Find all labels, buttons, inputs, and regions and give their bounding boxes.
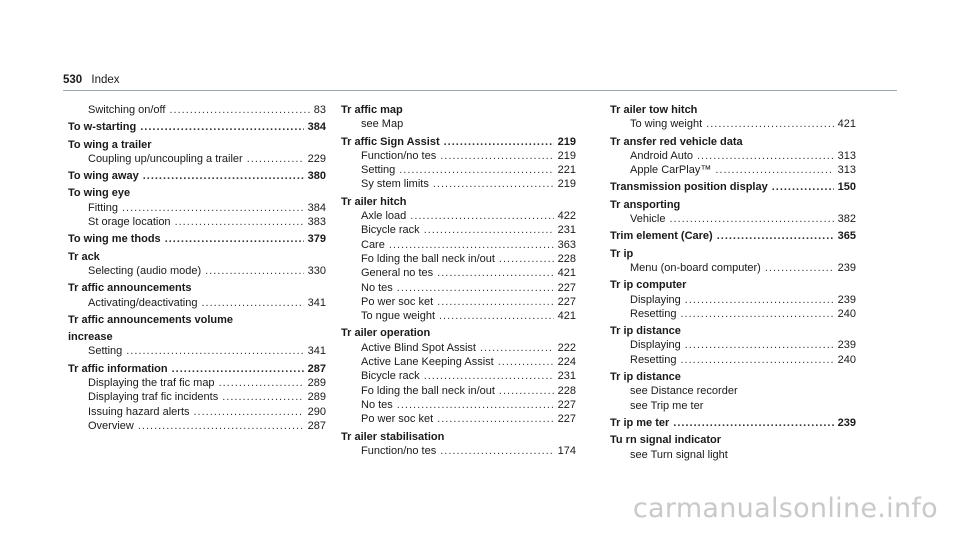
entry-label: General no tes xyxy=(361,267,434,280)
dot-leader xyxy=(165,232,304,246)
dot-leader xyxy=(194,405,304,419)
dot-leader xyxy=(680,307,833,321)
index-entry xyxy=(68,250,326,264)
entry-label: Tr affic Sign Assist xyxy=(341,135,440,148)
index-subentry xyxy=(341,223,576,237)
page-reference: 289 xyxy=(307,391,326,404)
entry-label: Switching on/off xyxy=(88,104,166,116)
page-reference: 384 xyxy=(307,121,326,134)
index-subentry xyxy=(341,295,576,309)
index-entry xyxy=(610,416,856,430)
index-subentry xyxy=(341,281,576,295)
index-subentry xyxy=(610,212,856,226)
index-subentry xyxy=(341,444,576,458)
index-subentry xyxy=(610,307,856,321)
dot-leader xyxy=(440,444,553,458)
page-reference: 384 xyxy=(307,201,326,214)
page-reference: 228 xyxy=(557,384,576,397)
page-reference: 330 xyxy=(307,264,326,277)
entry-label: Tr ip computer xyxy=(610,279,687,292)
index-subentry xyxy=(68,405,326,419)
page-reference: 227 xyxy=(557,398,576,411)
entry-label: To wing weight xyxy=(630,118,703,131)
dot-leader xyxy=(424,369,554,383)
dot-leader xyxy=(247,152,304,166)
entry-label: Activating/deactivating xyxy=(88,296,198,309)
entry-label: Vehicle xyxy=(630,213,666,226)
index-subentry xyxy=(341,412,576,426)
page-reference: 287 xyxy=(307,419,326,432)
entry-label: Tu rn signal indicator xyxy=(610,434,722,447)
page-reference: 289 xyxy=(307,377,326,390)
entry-label: Po wer soc ket xyxy=(361,295,434,308)
index-subentry xyxy=(68,344,326,358)
page-reference: 231 xyxy=(557,370,576,383)
dot-leader xyxy=(143,169,304,183)
entry-label: Tr ip distance xyxy=(610,371,681,384)
index-see-also: see Trip me ter xyxy=(630,399,704,412)
dot-leader xyxy=(399,163,553,177)
entry-label: Displaying the traf fic map xyxy=(88,377,215,390)
dot-leader xyxy=(169,103,309,117)
dot-leader xyxy=(498,355,554,369)
entry-label: Tr affic map xyxy=(341,104,403,116)
index-subentry xyxy=(610,117,856,131)
dot-leader xyxy=(669,212,833,226)
entry-label: Active Lane Keeping Assist xyxy=(361,356,494,369)
index-entry xyxy=(68,138,326,152)
index-entry xyxy=(68,120,326,134)
index-subentry xyxy=(610,163,856,177)
index-entry xyxy=(610,433,856,447)
index-subentry xyxy=(341,384,576,398)
dot-leader xyxy=(685,338,834,352)
dot-leader xyxy=(439,309,554,323)
dot-leader xyxy=(437,412,554,426)
entry-label: Tr ailer hitch xyxy=(341,195,407,208)
index-entry xyxy=(68,313,326,327)
dot-leader xyxy=(499,384,554,398)
entry-label: Care xyxy=(361,238,385,251)
dot-leader xyxy=(697,149,834,163)
index-entry xyxy=(68,362,326,376)
index-subentry xyxy=(341,398,576,412)
page-reference: 313 xyxy=(837,164,856,177)
page-reference: 239 xyxy=(837,416,856,429)
entry-label: Tr ip distance xyxy=(610,325,681,338)
dot-leader xyxy=(397,281,554,295)
page-reference: 421 xyxy=(557,267,576,280)
page-reference: 174 xyxy=(557,444,576,457)
entry-label: Tr ailer stabilisation xyxy=(341,430,445,443)
dot-leader xyxy=(201,296,303,310)
dot-leader xyxy=(410,209,553,223)
index-subentry xyxy=(341,177,576,191)
dot-leader xyxy=(706,117,833,131)
entry-label: Setting xyxy=(88,345,123,358)
entry-label: Tr affic information xyxy=(68,362,168,375)
index-entry xyxy=(610,278,856,292)
index-subentry xyxy=(68,376,326,390)
entry-label: To wing me thods xyxy=(68,233,161,246)
dot-leader xyxy=(172,362,304,376)
dot-leader xyxy=(222,390,303,404)
entry-label: To wing away xyxy=(68,170,139,183)
index-subentry xyxy=(68,419,326,433)
page-reference: 421 xyxy=(557,310,576,323)
dot-leader xyxy=(437,295,554,309)
entry-label: Fitting xyxy=(88,201,118,214)
index-subentry xyxy=(341,252,576,266)
watermark: carmanualsonline.info xyxy=(632,493,938,524)
entry-label: Fo lding the ball neck in/out xyxy=(361,252,495,265)
page-number: 530 xyxy=(63,74,83,86)
dot-leader xyxy=(126,344,303,358)
index-subentry xyxy=(341,266,576,280)
index-subentry xyxy=(68,296,326,310)
index-subentry xyxy=(341,209,576,223)
entry-label: Function/no tes xyxy=(361,444,437,457)
page-reference: 221 xyxy=(557,164,576,177)
page-reference: 382 xyxy=(837,213,856,226)
entry-label: Tr affic announcements xyxy=(68,282,192,295)
dot-leader xyxy=(397,398,554,412)
index-subentry xyxy=(68,264,326,278)
page-reference: 227 xyxy=(557,281,576,294)
entry-label: Bicycle rack xyxy=(361,370,420,383)
page-reference: 239 xyxy=(837,261,856,274)
entry-label: Displaying traf fic incidents xyxy=(88,391,219,404)
entry-label: Apple CarPlay™ xyxy=(630,164,712,177)
page-reference: 383 xyxy=(307,216,326,229)
page-reference: 363 xyxy=(557,238,576,251)
entry-label: Selecting (audio mode) xyxy=(88,264,202,277)
page-header xyxy=(63,74,120,86)
entry-label: Overview xyxy=(88,419,134,432)
index-subentry xyxy=(610,149,856,163)
page-reference: 222 xyxy=(557,341,576,354)
entry-label: No tes xyxy=(361,281,393,294)
index-entry xyxy=(341,195,576,209)
index-entry xyxy=(68,169,326,183)
index-subentry xyxy=(341,369,576,383)
entry-label: Trim element (Care) xyxy=(610,230,713,243)
index-subentry xyxy=(68,152,326,166)
dot-leader xyxy=(433,177,554,191)
dot-leader xyxy=(389,238,554,252)
entry-label: To wing eye xyxy=(68,187,131,200)
page-reference: 227 xyxy=(557,413,576,426)
entry-label: Active Blind Spot Assist xyxy=(361,341,476,354)
entry-label: Tr affic announcements volume xyxy=(68,313,234,326)
entry-label: Tr ip xyxy=(610,247,634,260)
entry-label: Tr ailer tow hitch xyxy=(610,104,698,116)
entry-label: St orage location xyxy=(88,216,171,229)
index-subentry xyxy=(341,341,576,355)
index-entry xyxy=(68,330,326,344)
entry-label: Android Auto xyxy=(630,149,693,162)
entry-label: Bicycle rack xyxy=(361,224,420,237)
dot-leader xyxy=(772,180,834,194)
entry-label: To wing a trailer xyxy=(68,138,152,151)
index-subentry xyxy=(341,163,576,177)
page-reference: 421 xyxy=(837,118,856,131)
dot-leader xyxy=(717,229,834,243)
index-see-also: see Distance recorder xyxy=(630,385,738,398)
page-reference: 365 xyxy=(837,230,856,243)
entry-label: Coupling up/uncoupling a trailer xyxy=(88,152,243,165)
entry-label: Fo lding the ball neck in/out xyxy=(361,384,495,397)
section-title: Index xyxy=(91,74,120,86)
index-entry xyxy=(68,281,326,295)
index-subentry xyxy=(341,355,576,369)
entry-label: Menu (on-board computer) xyxy=(630,261,761,274)
dot-leader xyxy=(140,120,303,134)
dot-leader xyxy=(499,252,554,266)
index-entry xyxy=(610,180,856,194)
page-reference: 240 xyxy=(837,307,856,320)
page-reference: 150 xyxy=(837,181,856,194)
entry-label: Setting xyxy=(361,164,396,177)
entry-label: To ngue weight xyxy=(361,310,435,323)
page-reference: 227 xyxy=(557,295,576,308)
dot-leader xyxy=(765,261,834,275)
index-subentry xyxy=(341,238,576,252)
header-divider xyxy=(63,90,897,91)
index-subentry xyxy=(68,215,326,229)
index-column-1 xyxy=(68,103,326,433)
page-reference: 290 xyxy=(307,405,326,418)
dot-leader xyxy=(437,266,553,280)
page-reference: 239 xyxy=(837,293,856,306)
entry-label: Tr ansfer red vehicle data xyxy=(610,135,743,148)
page-reference: 83 xyxy=(313,104,326,116)
entry-label: Tr ansporting xyxy=(610,198,681,211)
page-reference: 231 xyxy=(557,224,576,237)
entry-label: Tr ip me ter xyxy=(610,416,670,429)
index-entry xyxy=(610,198,856,212)
entry-label: Sy stem limits xyxy=(361,178,429,191)
dot-leader xyxy=(444,135,554,149)
dot-leader xyxy=(715,163,833,177)
dot-leader xyxy=(440,149,553,163)
dot-leader xyxy=(138,419,304,433)
index-subentry xyxy=(610,338,856,352)
entry-label: To w-starting xyxy=(68,121,137,134)
page-reference: 341 xyxy=(307,296,326,309)
index-subentry xyxy=(610,261,856,275)
index-entry xyxy=(68,232,326,246)
index-entry xyxy=(610,247,856,261)
index-entry xyxy=(610,229,856,243)
dot-leader xyxy=(122,201,304,215)
page-reference: 224 xyxy=(557,356,576,369)
entry-label: Axle load xyxy=(361,210,407,223)
dot-leader xyxy=(673,416,833,430)
entry-label: Tr ack xyxy=(68,250,100,263)
index-entry xyxy=(610,135,856,149)
page-reference: 219 xyxy=(557,178,576,191)
index-subentry xyxy=(68,390,326,404)
entry-label: increase xyxy=(68,331,113,344)
entry-label: Transmission position display xyxy=(610,181,768,194)
index-subentry xyxy=(341,149,576,163)
index-entry xyxy=(610,103,856,117)
dot-leader xyxy=(175,215,304,229)
index-see-also: see Map xyxy=(361,118,404,131)
index-subentry xyxy=(68,201,326,215)
entry-label: Resetting xyxy=(630,307,677,320)
dot-leader xyxy=(680,353,833,367)
entry-label: Po wer soc ket xyxy=(361,413,434,426)
page-reference: 228 xyxy=(557,252,576,265)
page-reference: 240 xyxy=(837,353,856,366)
index-subentry xyxy=(341,309,576,323)
index-see-also: see Turn signal light xyxy=(630,448,728,461)
index-subentry xyxy=(68,103,326,117)
index-subentry xyxy=(610,353,856,367)
entry-label: Displaying xyxy=(630,293,681,306)
index-entry xyxy=(341,326,576,340)
index-entry xyxy=(610,324,856,338)
page-reference: 422 xyxy=(557,210,576,223)
page-reference: 341 xyxy=(307,345,326,358)
index-entry xyxy=(341,135,576,149)
page-reference: 219 xyxy=(557,135,576,148)
dot-leader xyxy=(205,264,304,278)
page-reference: 219 xyxy=(557,149,576,162)
entry-label: Issuing hazard alerts xyxy=(88,405,190,418)
entry-label: Resetting xyxy=(630,353,677,366)
entry-label: Function/no tes xyxy=(361,149,437,162)
page-reference: 313 xyxy=(837,149,856,162)
page-reference: 380 xyxy=(307,170,326,183)
entry-label: Displaying xyxy=(630,339,681,352)
index-column-3 xyxy=(610,103,856,462)
dot-leader xyxy=(685,293,834,307)
index-entry xyxy=(610,370,856,384)
index-column-2 xyxy=(341,103,576,458)
dot-leader xyxy=(219,376,304,390)
entry-label: No tes xyxy=(361,398,393,411)
page-reference: 287 xyxy=(307,362,326,375)
index-entry xyxy=(68,186,326,200)
dot-leader xyxy=(424,223,554,237)
index-entry xyxy=(341,430,576,444)
page-reference: 229 xyxy=(307,152,326,165)
index-subentry xyxy=(610,293,856,307)
page-reference: 379 xyxy=(307,233,326,246)
entry-label: Tr ailer operation xyxy=(341,327,431,340)
page-reference: 239 xyxy=(837,339,856,352)
index-entry xyxy=(341,103,576,117)
dot-leader xyxy=(480,341,554,355)
